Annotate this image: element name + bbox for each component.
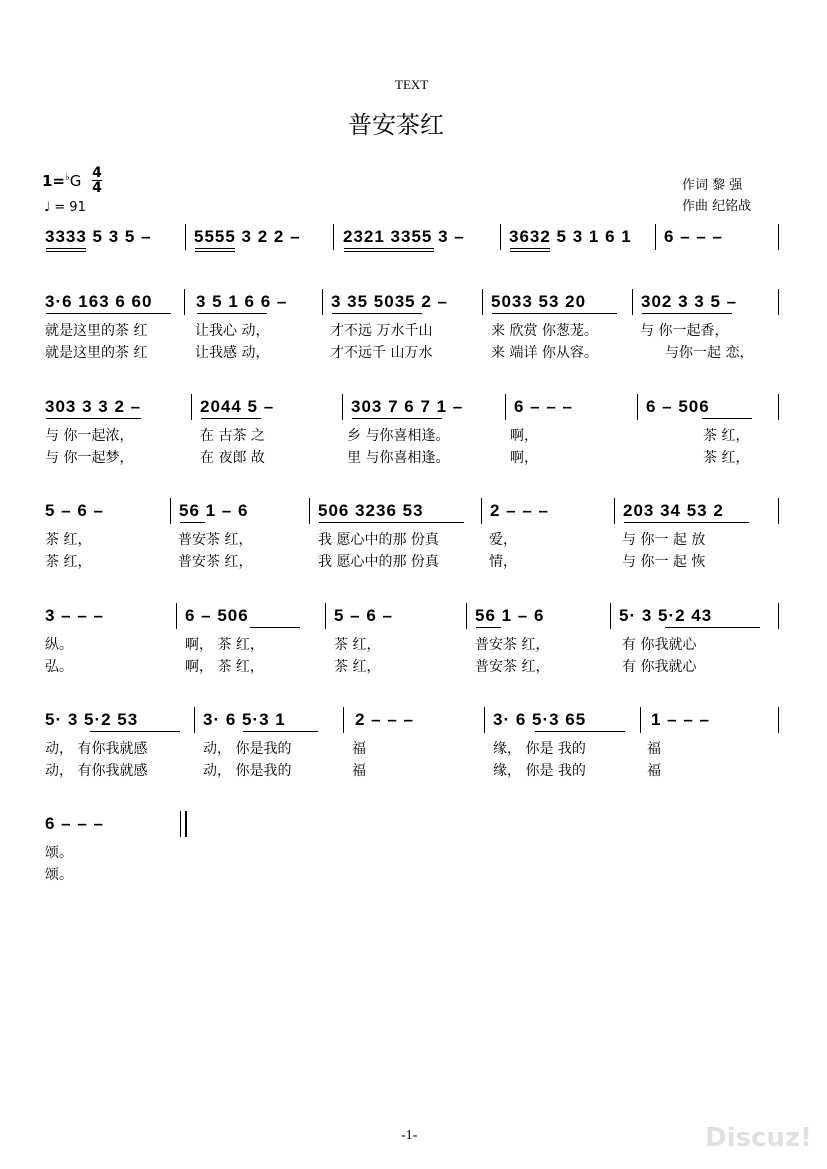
barline [194, 707, 195, 733]
barline [482, 289, 483, 315]
lyric-line-1: 与 你一 起 放 [622, 532, 706, 548]
lyric-line-2: 颂。 [45, 867, 73, 883]
lyric-line-1: 啊， [510, 428, 538, 444]
barline [778, 224, 779, 250]
time-sig-bottom: 4 [92, 180, 102, 196]
lyric-line-2: 动， 有你我就感 [45, 763, 148, 779]
beam [195, 251, 235, 252]
measure: 2321 3355 3 – [343, 227, 465, 246]
measure: 5· 3 5·2 53 [45, 710, 139, 729]
lyric-line-2: 茶 红， [703, 450, 750, 466]
lyric-line-1: 纵。 [45, 637, 73, 653]
barline [484, 707, 485, 733]
beam [476, 627, 501, 628]
beam [665, 627, 760, 628]
barline [610, 603, 611, 629]
barline [309, 498, 310, 524]
measure: 5555 3 2 2 – [194, 227, 301, 246]
lyric-line-2: 情， [489, 554, 517, 570]
barline [500, 224, 501, 250]
beam [319, 522, 464, 523]
composer-credit: 作曲 纪铭战 [682, 199, 752, 214]
key-note: G [69, 172, 82, 190]
beam [332, 313, 422, 314]
lyric-line-1: 普安茶 红， [475, 637, 550, 653]
barline [176, 603, 177, 629]
measure: 1 – – – [651, 710, 710, 729]
measure: 6 – – – [664, 227, 723, 246]
beam [344, 251, 434, 252]
lyric-line-1: 茶 红， [703, 428, 750, 444]
time-signature [92, 166, 102, 195]
lyric-line-1: 我 愿心中的那 份真 [318, 532, 439, 548]
lyric-line-1: 来 欣赏 你葱茏。 [491, 323, 598, 339]
quarter-note-icon: ♩ [44, 200, 51, 215]
measure: 2 – – – [490, 501, 549, 520]
beam [46, 251, 86, 252]
flat-symbol: ♭ [65, 172, 70, 183]
lyric-line-2: 茶 红， [334, 659, 381, 675]
measure: 6 – 506 [185, 606, 249, 625]
measure: 3· 6 5·3 1 [203, 710, 286, 729]
barline [655, 224, 656, 250]
barline [637, 394, 638, 420]
lyric-line-2: 让我感 动， [195, 345, 270, 361]
lyric-line-2: 来 端详 你从容。 [491, 345, 598, 361]
barline [184, 289, 185, 315]
lyric-line-1: 就是这里的茶 红 [45, 323, 148, 339]
measure: 3333 5 3 5 – [45, 227, 152, 246]
beam [535, 731, 625, 732]
beam [180, 522, 205, 523]
lyric-line-1: 啊， 茶 红， [185, 637, 264, 653]
lyric-line-2: 就是这里的茶 红 [45, 345, 148, 361]
measure: 3 35 5035 2 – [331, 292, 448, 311]
measure: 6 – 506 [646, 397, 710, 416]
measure: 3 – – – [45, 606, 104, 625]
lyric-line-1: 颂。 [45, 845, 73, 861]
lyric-line-2: 与 你一起梦， [45, 450, 134, 466]
tempo-mark [44, 200, 86, 215]
barline [343, 707, 344, 733]
beam [344, 248, 434, 249]
lyric-line-1: 有 你我就心 [622, 637, 697, 653]
lyric-line-1: 动， 有你我就感 [45, 741, 148, 757]
measure: 56 1 – 6 [179, 501, 249, 520]
beam [702, 418, 752, 419]
beam [90, 731, 180, 732]
lyric-line-2: 有 你我就心 [622, 659, 697, 675]
lyric-line-1: 爱， [489, 532, 517, 548]
lyric-line-1: 与 你一起浓， [45, 428, 134, 444]
barline [185, 224, 186, 250]
measure: 303 3 3 2 – [45, 397, 142, 416]
barline [778, 603, 779, 629]
final-barline-thick [185, 811, 187, 837]
measure: 3·6 163 6 60 [45, 292, 153, 311]
lyric-line-2: 与你一起 恋， [665, 345, 754, 361]
lyric-line-1: 与 你一起香， [640, 323, 729, 339]
barline [778, 707, 779, 733]
lyric-line-2: 在 夜郎 故 [200, 450, 265, 466]
lyric-line-2: 普安茶 红， [475, 659, 550, 675]
key-prefix: 1= [42, 172, 66, 190]
measure: 6 – – – [514, 397, 573, 416]
lyric-line-1: 茶 红， [334, 637, 381, 653]
barline [325, 603, 326, 629]
lyric-line-2: 啊， 茶 红， [185, 659, 264, 675]
barline [170, 498, 171, 524]
measure: 2 – – – [355, 710, 414, 729]
measure: 5 – 6 – [45, 501, 104, 520]
lyric-line-2: 福 [352, 763, 366, 779]
lyric-line-1: 福 [647, 741, 661, 757]
lyric-line-2: 普安茶 红， [178, 554, 253, 570]
beam [197, 313, 267, 314]
beam [642, 313, 732, 314]
lyric-line-1: 才不远 万水千山 [330, 323, 433, 339]
measure: 203 34 53 2 [623, 501, 724, 520]
lyric-line-1: 在 古茶 之 [200, 428, 265, 444]
beam [195, 248, 235, 249]
tempo-value: = 91 [54, 200, 86, 215]
measure: 303 7 6 7 1 – [351, 397, 464, 416]
barline [640, 707, 641, 733]
lyric-line-1: 茶 红， [45, 532, 92, 548]
lyric-line-2: 弘。 [45, 659, 73, 675]
final-barline-thin [180, 811, 181, 837]
lyric-line-2: 里 与你喜相逢。 [347, 450, 450, 466]
measure: 2044 5 – [200, 397, 275, 416]
barline [778, 394, 779, 420]
lyric-line-2: 才不远千 山万水 [330, 345, 433, 361]
barline [342, 394, 343, 420]
barline [632, 289, 633, 315]
barline [505, 394, 506, 420]
header-label: TEXT [395, 77, 429, 92]
measure: 5 – 6 – [334, 606, 393, 625]
beam [250, 627, 300, 628]
beam [243, 731, 318, 732]
measure: 302 3 3 5 – [641, 292, 738, 311]
page-number: -1- [401, 1128, 418, 1143]
beam [46, 248, 86, 249]
beam [510, 251, 550, 252]
lyric-line-1: 缘， 你是 我的 [493, 741, 586, 757]
beam [352, 418, 442, 419]
song-title: 普安茶红 [348, 111, 444, 139]
lyric-line-2: 我 愿心中的那 份真 [318, 554, 439, 570]
beam [492, 313, 617, 314]
lyricist-credit: 作词 黎 强 [682, 178, 743, 193]
barline [778, 289, 779, 315]
lyric-line-1: 动， 你是我的 [203, 741, 292, 757]
lyric-line-2: 与 你一 起 恢 [622, 554, 706, 570]
lyric-line-1: 福 [352, 741, 366, 757]
barline [333, 224, 334, 250]
beam [510, 248, 550, 249]
measure: 5033 53 20 [491, 292, 587, 311]
barline [322, 289, 323, 315]
time-sig-top: 4 [92, 165, 102, 181]
lyric-line-1: 让我心 动， [195, 323, 270, 339]
barline [466, 603, 467, 629]
measure: 5· 3 5·2 43 [619, 606, 713, 625]
lyric-line-2: 缘， 你是 我的 [493, 763, 586, 779]
lyric-line-2: 茶 红， [45, 554, 92, 570]
beam [201, 418, 261, 419]
lyric-line-2: 啊， [510, 450, 538, 466]
barline [778, 498, 779, 524]
measure: 6 – – – [45, 814, 104, 833]
measure: 56 1 – 6 [475, 606, 545, 625]
lyric-line-2: 动， 你是我的 [203, 763, 292, 779]
measure: 506 3236 53 [318, 501, 424, 520]
watermark-logo: Discuz! [705, 1123, 812, 1153]
barline [481, 498, 482, 524]
beam [624, 522, 749, 523]
lyric-line-1: 乡 与你喜相逢。 [347, 428, 450, 444]
barline [191, 394, 192, 420]
beam [46, 313, 171, 314]
measure: 3 5 1 6 6 – [196, 292, 288, 311]
lyric-line-1: 普安茶 红， [178, 532, 253, 548]
measure: 3· 6 5·3 65 [493, 710, 587, 729]
barline [614, 498, 615, 524]
measure: 3632 5 3 1 6 1 [509, 227, 632, 246]
lyric-line-2: 福 [647, 763, 661, 779]
key-signature [42, 172, 81, 190]
beam [46, 418, 141, 419]
